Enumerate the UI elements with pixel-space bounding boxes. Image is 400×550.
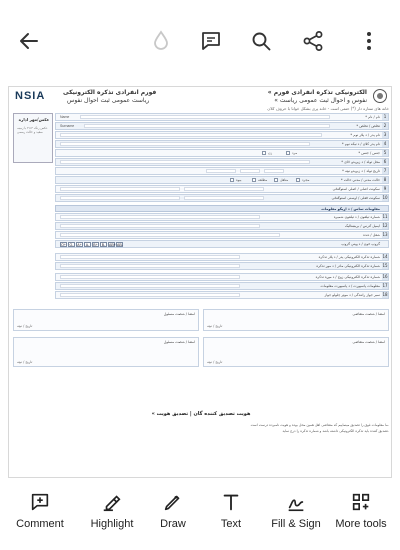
- blood-group-options: [60, 242, 123, 247]
- row-number: 14: [382, 254, 388, 259]
- section-contact-header: [55, 205, 389, 212]
- status-divorced-label: مطلقه: [258, 178, 268, 182]
- signature-official-date-label: تاریخ / نیټه: [17, 324, 33, 328]
- row-label: * نام / نام: [365, 115, 380, 119]
- row-number: 18: [382, 292, 388, 297]
- form-row-blood-group: [55, 240, 389, 248]
- comment-tool-label: Comment: [16, 518, 64, 530]
- row-number: 10: [382, 195, 388, 200]
- father-id-field[interactable]: [60, 255, 240, 259]
- gender-male-label: مرد: [292, 151, 298, 155]
- logo-text: NSIA: [15, 90, 46, 102]
- row-number: 8: [383, 177, 387, 182]
- signature-applicant-date-label: تاریخ / نیټه: [207, 324, 223, 328]
- arrow-back-icon[interactable]: [14, 26, 44, 56]
- form-row-email: [55, 222, 389, 230]
- birth-month-field[interactable]: [240, 169, 260, 173]
- driving-license-field[interactable]: [60, 293, 240, 297]
- form-row-surname: [55, 122, 389, 130]
- row-label: شماره تذکره الکترونیکی مادر / د مور تذکره: [316, 264, 380, 268]
- blood-group-option[interactable]: O-: [69, 243, 74, 247]
- verification-section-title: « هویت تصدیق کننده گان | تصدیق هویت: [151, 411, 251, 417]
- row-english-label: Surname: [60, 124, 75, 128]
- form-row-driving-license: [55, 291, 389, 299]
- photo-box: [13, 113, 53, 163]
- permanent-district-field[interactable]: [184, 187, 264, 191]
- row-number: 16: [382, 274, 388, 279]
- section-contact-title: معلومات تماس / د اړیکو معلومات: [321, 207, 380, 211]
- form-row-father-name: [55, 131, 389, 139]
- gender-male-checkbox[interactable]: [286, 151, 290, 155]
- current-province-field[interactable]: [60, 196, 180, 200]
- header-right-subtitle: « نفوس و احوال ثبت عمومی ریاست: [274, 97, 367, 104]
- row-label: شماره تیلفون / د تیلفون شمیره: [333, 215, 380, 219]
- phone-field[interactable]: [60, 215, 260, 219]
- water-drop-icon[interactable]: [146, 26, 176, 56]
- top-toolbar: [0, 0, 400, 80]
- row-label: * محل تولد / د زیږیدو ځای: [341, 160, 380, 164]
- status-divorced-checkbox[interactable]: [252, 178, 256, 182]
- form-row-gender: [55, 149, 389, 157]
- blood-group-option[interactable]: A-: [85, 243, 90, 247]
- blood-group-option[interactable]: B+: [93, 243, 98, 247]
- form-row-occupation: [55, 231, 389, 239]
- row-number: 13: [382, 232, 388, 237]
- text-tool-label: Text: [220, 518, 242, 530]
- fill-sign-tool-label: Fill & Sign: [271, 518, 321, 530]
- row-english-label: Name: [60, 115, 70, 119]
- permanent-province-field[interactable]: [60, 187, 180, 191]
- form-row-birthdate: [55, 167, 389, 175]
- form-row-birthplace: [55, 158, 389, 166]
- row-label: * حالت مدنی / مدني حالت: [340, 178, 380, 182]
- status-widowed-checkbox[interactable]: [230, 178, 234, 182]
- photo-box-title: عکس/مهر اداره: [18, 117, 50, 122]
- grandfather-name-field[interactable]: [60, 142, 310, 146]
- highlight-tool-label: Highlight: [90, 518, 134, 530]
- row-label: نمبر جواز رانندگی / د موټر چلولو جواز: [324, 293, 380, 297]
- status-single-checkbox[interactable]: [296, 178, 300, 182]
- row-label: شماره تذکره الکترونیکی زوج / د مېړه تذکره: [315, 275, 380, 279]
- verification-text-line: ما معلومات فوق را تصدیق مینماییم که متقاضی اهل همین محل بوده و هویت نامبرده درست است.: [250, 423, 389, 427]
- row-label: سکونت اصلی / اصلي استوګنځی: [332, 187, 380, 191]
- blood-group-option[interactable]: O+: [61, 243, 66, 247]
- blood-group-option[interactable]: AB-: [117, 243, 123, 247]
- blood-group-option[interactable]: B-: [101, 243, 106, 247]
- verifier-block-one[interactable]: [13, 337, 199, 367]
- verifier-one-date-label: تاریخ / نیټه: [17, 360, 33, 364]
- form-row-current-residence: [55, 194, 389, 202]
- signature-block-official[interactable]: [13, 309, 199, 331]
- verification-text-line: تصدیق کننده باید تذکره الکترونیکی داشته باشد و شماره تذکره را درج نماید.: [282, 429, 389, 433]
- form-row-passport: [55, 282, 389, 290]
- passport-field[interactable]: [60, 284, 240, 288]
- status-married-label: متاهل: [280, 178, 289, 182]
- photo-box-note: عکس رنگه ۳×۴ با زمینه سفید و حالت رسمی: [17, 126, 48, 134]
- signature-official-label: امضا / شصت مسئول: [163, 312, 195, 316]
- form-row-spouse-id: [55, 273, 389, 281]
- row-number: 7: [383, 168, 387, 173]
- row-label: * تخلص / تخلص: [356, 124, 380, 128]
- form-row-permanent-residence: [55, 185, 389, 193]
- fill-sign-icon: [284, 490, 308, 514]
- gender-female-label: زن: [268, 151, 273, 155]
- row-label: * نام پدر کلان / د نیکه نوم: [341, 142, 380, 146]
- header-left-subtitle: ریاست عمومی ثبت احوال نفوس: [67, 97, 150, 104]
- row-label: سکونت فعلی / اوسنی استوګنځی: [331, 196, 380, 200]
- more-vertical-icon[interactable]: [354, 26, 384, 56]
- row-number: 15: [382, 263, 388, 268]
- row-label: ایمیل آدرس / بریښنالیک: [344, 224, 380, 228]
- bottom-tools-bar: [0, 480, 400, 550]
- blood-group-label: گروپ خون / د وینې ګروپ: [341, 242, 380, 246]
- pdf-document-page[interactable]: [8, 86, 392, 478]
- emblem-icon: [373, 89, 387, 103]
- status-married-checkbox[interactable]: [274, 178, 278, 182]
- verifier-one-label: امضا / شصت مسئول: [163, 340, 195, 344]
- email-field[interactable]: [60, 224, 260, 228]
- comment-plus-icon: [28, 490, 52, 514]
- row-label: * نام پدر / د پلار نوم: [350, 133, 380, 137]
- father-name-field[interactable]: [60, 133, 322, 137]
- share-icon[interactable]: [298, 26, 328, 56]
- row-number: 4: [383, 141, 387, 146]
- spouse-id-field[interactable]: [60, 275, 240, 279]
- status-single-label: مجرد: [302, 178, 310, 182]
- surname-field[interactable]: [84, 124, 330, 128]
- row-label: * تاریخ تولد / د زیږیدو نیټه: [342, 169, 380, 173]
- signature-block-applicant[interactable]: [203, 309, 389, 331]
- blood-group-option[interactable]: AB+: [109, 243, 116, 247]
- more-tools-icon: [349, 490, 373, 514]
- form-row-father-id: [55, 253, 389, 261]
- row-number: 9: [383, 186, 387, 191]
- document-header: [9, 87, 392, 105]
- row-number: 5: [383, 150, 387, 155]
- row-number: 11: [382, 214, 388, 219]
- draw-icon: [161, 490, 185, 514]
- header-left-title: فورم انفرادی تذکره الکترونیکی: [63, 89, 157, 96]
- signature-applicant-label: امضا / شصت متقاضی: [352, 312, 385, 316]
- row-label: شماره تذکره الکترونیکی پدر / د پلار تذکره: [318, 255, 380, 259]
- birthplace-field[interactable]: [60, 160, 310, 164]
- occupation-field[interactable]: [60, 233, 280, 237]
- header-right-title: « الکترونیکی تذکره انفرادی فورم: [267, 89, 367, 96]
- form-row-marital-status: [55, 176, 389, 184]
- draw-tool-label: Draw: [160, 518, 186, 530]
- row-number: 3: [383, 132, 387, 137]
- row-label: معلومات پاسپورت / د پاسپورت معلومات: [320, 284, 380, 288]
- more-tools-button[interactable]: [322, 486, 400, 542]
- verifier-block-two[interactable]: [203, 337, 389, 367]
- status-widowed-label: بیوه: [236, 178, 242, 182]
- row-number: 6: [383, 159, 387, 164]
- comment-tool-button[interactable]: [0, 486, 80, 542]
- verifier-two-date-label: تاریخ / نیټه: [207, 360, 223, 364]
- form-row-mother-id: [55, 262, 389, 270]
- blood-group-option[interactable]: A+: [77, 243, 82, 247]
- birth-day-field[interactable]: [264, 169, 284, 173]
- row-number: 12: [382, 223, 388, 228]
- row-label: شغل / دنده: [363, 233, 380, 237]
- mother-id-field[interactable]: [60, 264, 240, 268]
- highlight-icon: [100, 490, 124, 514]
- comment-icon[interactable]: [196, 26, 226, 56]
- row-number: 17: [382, 283, 388, 288]
- name-field[interactable]: [80, 115, 330, 119]
- form-row-name: [55, 113, 389, 121]
- text-icon: [219, 490, 243, 514]
- row-label: * جنس / جنس: [358, 151, 380, 155]
- form-row-phone: [55, 213, 389, 221]
- row-number: 2: [383, 123, 387, 128]
- row-number: 1: [383, 114, 387, 119]
- birth-year-field[interactable]: [206, 169, 236, 173]
- gender-female-checkbox[interactable]: [262, 151, 266, 155]
- form-row-grandfather-name: [55, 140, 389, 148]
- current-district-field[interactable]: [184, 196, 264, 200]
- more-tools-label: More tools: [335, 518, 387, 530]
- nsia-logo: [15, 89, 59, 103]
- form-instructions: خانه های ستاره دار (*) حتمی است - خانه پری بشکل خوانا با حروف کلان: [267, 106, 389, 111]
- search-icon[interactable]: [246, 26, 276, 56]
- verifier-two-label: امضا / شصت متقاضی: [352, 340, 385, 344]
